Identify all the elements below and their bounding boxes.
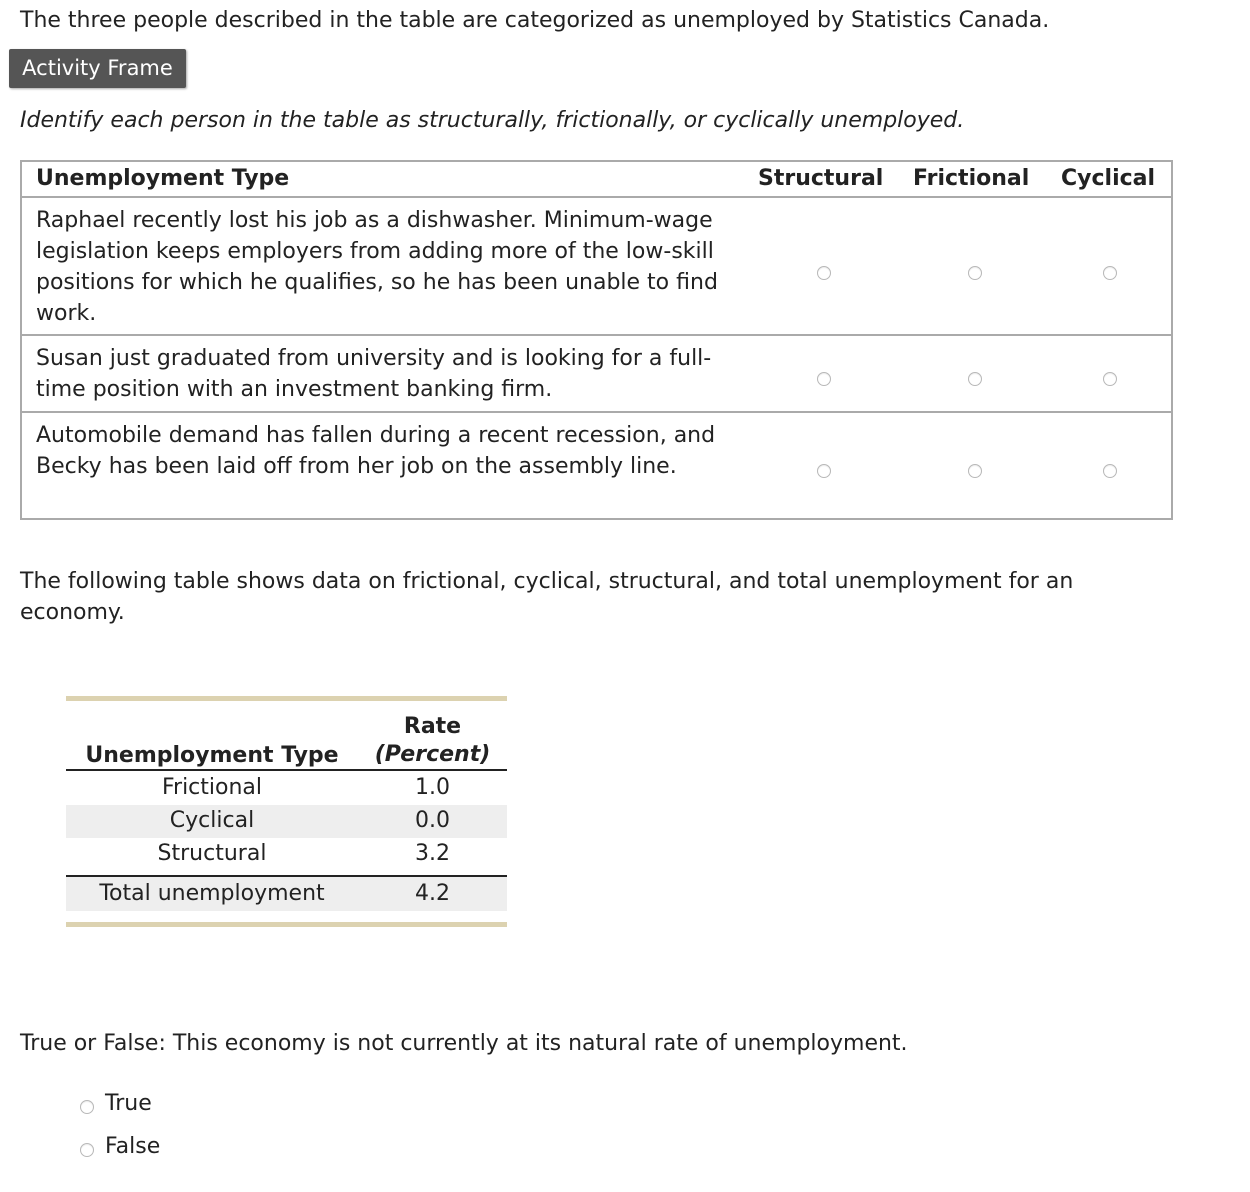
- option-true-label: True: [105, 1091, 152, 1116]
- table-row-raphael: [22, 198, 1171, 336]
- data-total-rate: 4.2: [415, 881, 450, 906]
- data-row-rate-structural: 3.2: [415, 841, 450, 866]
- radio-raphael-structural[interactable]: [817, 266, 831, 280]
- data-header-percent: (Percent): [374, 742, 491, 767]
- data-row-rate-cyclical: 0.0: [415, 808, 450, 833]
- table-row-susan: [22, 336, 1171, 413]
- data-total-type: Total unemployment: [99, 881, 325, 906]
- radio-false[interactable]: [80, 1143, 94, 1157]
- table-top-rule: [66, 696, 507, 701]
- header-divider: [66, 769, 507, 771]
- data-header-type: Unemployment Type: [85, 743, 339, 768]
- header-unemployment-type: Unemployment Type: [36, 166, 290, 191]
- header-cyclical: Cyclical: [1061, 166, 1156, 191]
- intro-text: The three people described in the table are categorized as unemployed by Statistics Canada.: [20, 8, 1050, 33]
- unemployment-data-table: [66, 696, 507, 928]
- instruction-text: Identify each person in the table as structurally, frictionally, or cyclically unemployed.: [20, 108, 965, 133]
- radio-true[interactable]: [80, 1100, 94, 1114]
- radio-raphael-frictional[interactable]: [968, 266, 982, 280]
- classification-table-header: [22, 162, 1171, 198]
- data-row-rate-frictional: 1.0: [415, 775, 450, 800]
- radio-susan-cyclical[interactable]: [1103, 372, 1117, 386]
- classification-table: [20, 160, 1173, 520]
- data-header-rate: Rate: [403, 714, 462, 739]
- radio-raphael-cyclical[interactable]: [1103, 266, 1117, 280]
- radio-susan-frictional[interactable]: [968, 372, 982, 386]
- data-row-type-structural: Structural: [157, 841, 267, 866]
- data-row-type-cyclical: Cyclical: [169, 808, 255, 833]
- radio-becky-structural[interactable]: [817, 464, 831, 478]
- row-description: Susan just graduated from university and is looking for a full-time position with an investment banking firm.: [36, 346, 712, 402]
- table-row-becky: [22, 413, 1171, 518]
- row-description: Automobile demand has fallen during a recent recession, and Becky has been laid off from her job on the assembly line.: [36, 423, 716, 479]
- option-false-label: False: [105, 1134, 161, 1159]
- row-description: Raphael recently lost his job as a dishwasher. Minimum-wage legislation keeps employers from adding more of the low-skill positions for which he qualifies, so he has been unable to find work.: [36, 208, 718, 326]
- data-row-type-frictional: Frictional: [161, 775, 263, 800]
- table-bottom-rule: [66, 922, 507, 927]
- data-intro-text: The following table shows data on frictional, cyclical, structural, and total unemployment for an economy.: [20, 569, 1074, 625]
- true-false-question: True or False: This economy is not currently at its natural rate of unemployment.: [20, 1031, 908, 1056]
- radio-becky-cyclical[interactable]: [1103, 464, 1117, 478]
- header-frictional: Frictional: [913, 166, 1030, 191]
- header-structural: Structural: [758, 166, 884, 191]
- activity-frame-button[interactable]: Activity Frame: [9, 49, 186, 88]
- radio-becky-frictional[interactable]: [968, 464, 982, 478]
- radio-susan-structural[interactable]: [817, 372, 831, 386]
